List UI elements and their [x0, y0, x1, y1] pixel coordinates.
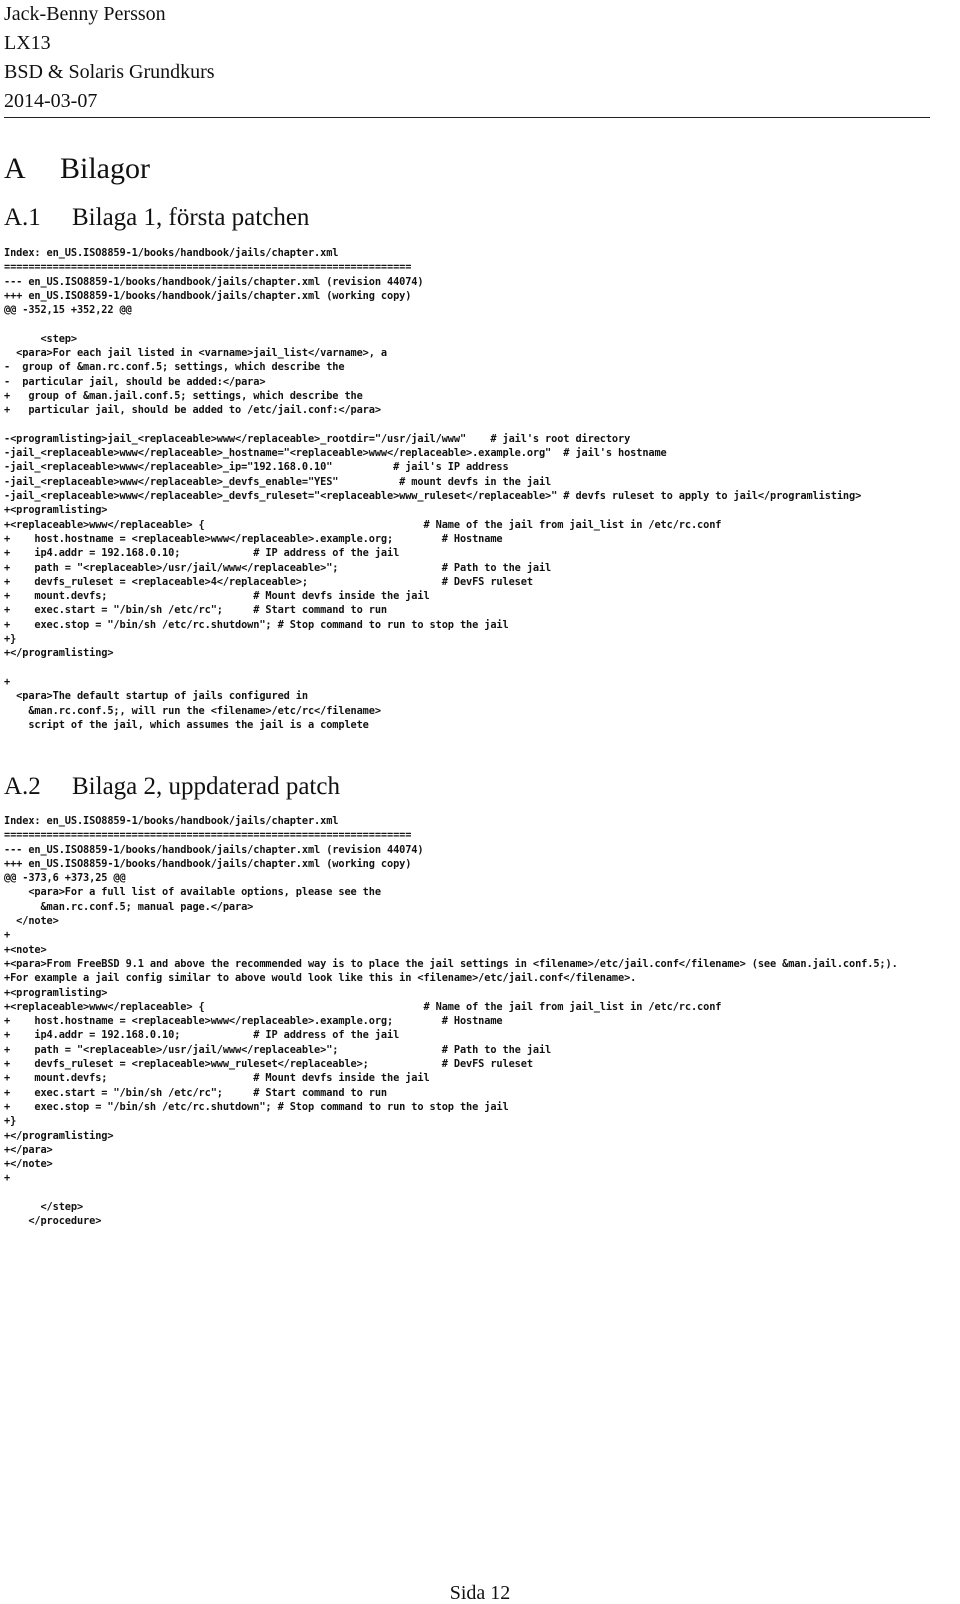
subsection-1-number: A.1 [4, 204, 41, 231]
subsection-1-heading [4, 203, 309, 233]
page-header [4, 0, 930, 118]
subsection-2-title: Bilaga 2, uppdaterad patch [72, 773, 340, 800]
page-number: Sida 12 [449, 1582, 511, 1604]
course-code: LX13 [4, 32, 51, 54]
subsection-2-heading [4, 772, 340, 802]
subsection-2-number: A.2 [4, 773, 41, 800]
course-name: BSD & Solaris Grundkurs [4, 61, 215, 83]
section-heading [4, 151, 150, 187]
patch-2-code: Index: en_US.ISO8859-1/books/handbook/jails/chapter.xml =================================================================== --- en_US.ISO8859-1/books/handbook/jails/chapter.xml (revision 44074) +++ en_US.ISO8859-1/books/handbook/jails/chapter.xml (working copy) @@ -373,6 +373,25 @@ <para>For a full list of available options, please see the &man.rc.conf.5; manual page.</para> </note> + +<note> +<para>From FreeBSD 9.1 and above the recommended way is to place the jail settings in <filename>/etc/jail.conf</filename> (see &man.jail.conf.5;). +For example a jail config similar to above would look like this in <filename>/etc/jail.conf</filename>. +<programlisting> +<replaceable>www</replaceable> { # Name of the jail from jail_list in /etc/rc.conf + host.hostname = <replaceable>www</replaceable>.example.org; # Hostname + ip4.addr = 192.168.0.10; # IP address of the jail + path = "<replaceable>/usr/jail/www</replaceable>"; # Path to the jail + devfs_ruleset = <replaceable>www_ruleset</replaceable>; # DevFS ruleset + mount.devfs; # Mount devfs inside the jail + exec.start = "/bin/sh /etc/rc"; # Start command to run + exec.stop = "/bin/sh /etc/rc.shutdown"; # Stop command to run to stop the jail +} +</programlisting> +</para> +</note> + </step> </procedure> [4, 815, 898, 1228]
section-number: A [4, 152, 26, 185]
patch-1-code: Index: en_US.ISO8859-1/books/handbook/jails/chapter.xml =================================================================== --- en_US.ISO8859-1/books/handbook/jails/chapter.xml (revision 44074) +++ en_US.ISO8859-1/books/handbook/jails/chapter.xml (working copy) @@ -352,15 +352,22 @@ <step> <para>For each jail listed in <varname>jail_list</varname>, a - group of &man.rc.conf.5; settings, which describe the - particular jail, should be added:</para> + group of &man.jail.conf.5; settings, which describe the + particular jail, should be added to /etc/jail.conf:</para> -<programlisting>jail_<replaceable>www</replaceable>_rootdir="/usr/jail/www" # jail's root directory -jail_<replaceable>www</replaceable>_hostname="<replaceable>www</replaceable>.example.org" # jail's hostname -jail_<replaceable>www</replaceable>_ip="192.168.0.10" # jail's IP address -jail_<replaceable>www</replaceable>_devfs_enable="YES" # mount devfs in the jail -jail_<replaceable>www</replaceable>_devfs_ruleset="<replaceable>www_ruleset</replaceable>" # devfs ruleset to apply to jail</programlisting> +<programlisting> +<replaceable>www</replaceable> { # Name of the jail from jail_list in /etc/rc.conf + host.hostname = <replaceable>www</replaceable>.example.org; # Hostname + ip4.addr = 192.168.0.10; # IP address of the jail + path = "<replaceable>/usr/jail/www</replaceable>"; # Path to the jail + devfs_ruleset = <replaceable>4</replaceable>; # DevFS ruleset + mount.devfs; # Mount devfs inside the jail + exec.start = "/bin/sh /etc/rc"; # Start command to run + exec.stop = "/bin/sh /etc/rc.shutdown"; # Stop command to run to stop the jail +} +</programlisting> + <para>The default startup of jails configured in &man.rc.conf.5;, will run the <filename>/etc/rc</filename> script of the jail, which assumes the jail is a complete [4, 247, 862, 731]
section-title: Bilagor [60, 152, 150, 185]
subsection-1-title: Bilaga 1, första patchen [72, 204, 310, 231]
author-name: Jack-Benny Persson [4, 3, 166, 25]
document-date: 2014-03-07 [4, 90, 98, 112]
